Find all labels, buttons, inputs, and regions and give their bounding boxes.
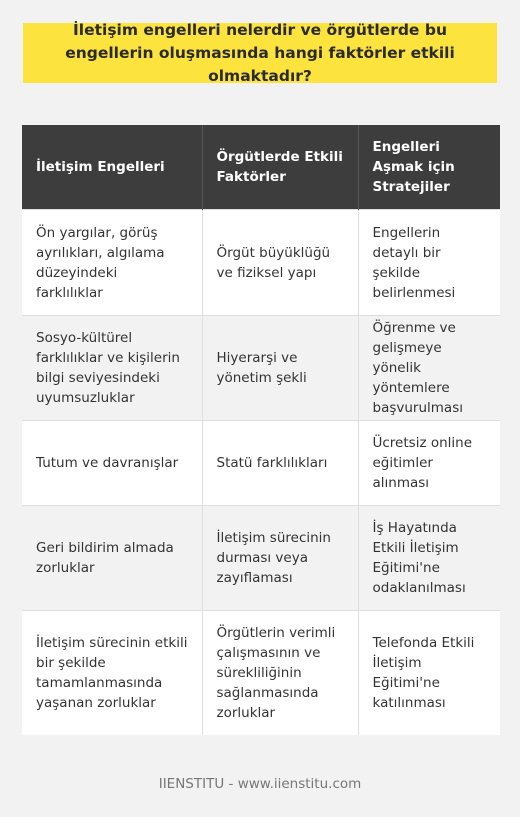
title-banner <box>23 20 497 85</box>
comparison-table <box>22 125 500 735</box>
column-header-strategies: Engelleri Aşmak için Stratejiler <box>358 125 500 210</box>
table-cell: İş Hayatında Etkili İletişim Eğitimi'ne odaklanılması <box>358 506 500 611</box>
table-cell: İletişim sürecinin durması veya zayıflaması <box>202 506 358 611</box>
table-cell: Örgüt büyüklüğü ve fiziksel yapı <box>202 210 358 316</box>
footer-credit: IIENSTITU - www.iienstitu.com <box>158 776 362 792</box>
column-header-factors: Örgütlerde Etkili Faktörler <box>202 125 358 210</box>
table-row <box>22 421 500 506</box>
table-row <box>22 611 500 736</box>
table-row <box>22 210 500 316</box>
table-cell: Tutum ve davranışlar <box>22 421 202 506</box>
table-cell: Ücretsiz online eğitimler alınması <box>358 421 500 506</box>
table-cell: Telefonda Etkili İletişim Eğitimi'ne katılınması <box>358 611 500 736</box>
table-row <box>22 316 500 421</box>
table-cell: İletişim sürecinin etkili bir şekilde tamamlanmasında yaşanan zorluklar <box>22 611 202 736</box>
table-row <box>22 506 500 611</box>
table-cell: Ön yargılar, görüş ayrılıkları, algılama düzeyindeki farklılıklar <box>22 210 202 316</box>
table-cell: Hiyerarşi ve yönetim şekli <box>202 316 358 421</box>
table-cell: Sosyo-kültürel farklılıklar ve kişilerin bilgi seviyesindeki uyumsuzluklar <box>22 316 202 421</box>
column-header-barriers: İletişim Engelleri <box>22 125 202 210</box>
table-cell: Statü farklılıkları <box>202 421 358 506</box>
table-cell: Engellerin detaylı bir şekilde belirlenmesi <box>358 210 500 316</box>
table-cell: Örgütlerin verimli çalışmasının ve sürekliliğinin sağlanmasında zorluklar <box>202 611 358 736</box>
table-cell: Geri bildirim almada zorluklar <box>22 506 202 611</box>
table-cell: Öğrenme ve gelişmeye yönelik yöntemlere başvurulması <box>358 316 500 421</box>
page-title: İletişim engelleri nelerdir ve örgütlerde bu engellerin oluşmasında hangi faktörler etkili olmaktadır? <box>65 20 455 85</box>
table-header-row <box>22 125 500 210</box>
